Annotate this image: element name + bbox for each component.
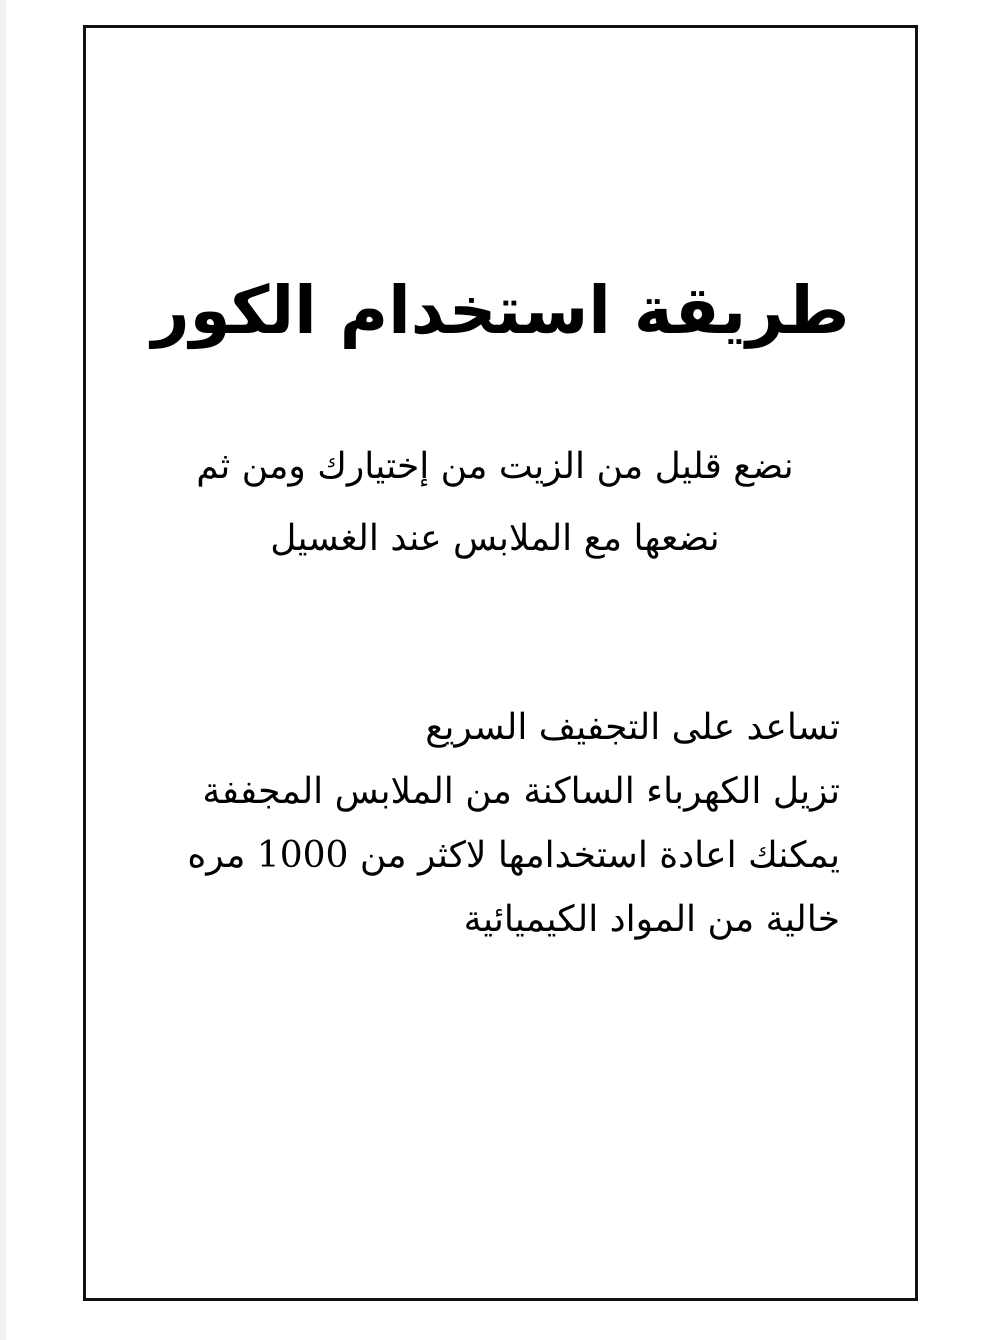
benefit-item: يمكنك اعادة استخدامها لاكثر من 1000 مره — [187, 835, 840, 876]
document-page — [83, 25, 918, 1301]
intro-paragraph — [195, 431, 795, 575]
benefit-item: خالية من المواد الكيميائية — [463, 899, 840, 940]
page-title: طريقة استخدام الكور — [151, 272, 850, 349]
benefits-list — [120, 696, 840, 952]
intro-line: نضع قليل من الزيت من إختيارك ومن ثم — [196, 446, 794, 487]
page-edge-shadow — [0, 0, 6, 1340]
intro-line: نضعها مع الملابس عند الغسيل — [270, 518, 720, 559]
benefit-item: تزيل الكهرباء الساكنة من الملابس المجففة — [202, 771, 840, 812]
benefit-item: تساعد على التجفيف السريع — [425, 707, 840, 748]
